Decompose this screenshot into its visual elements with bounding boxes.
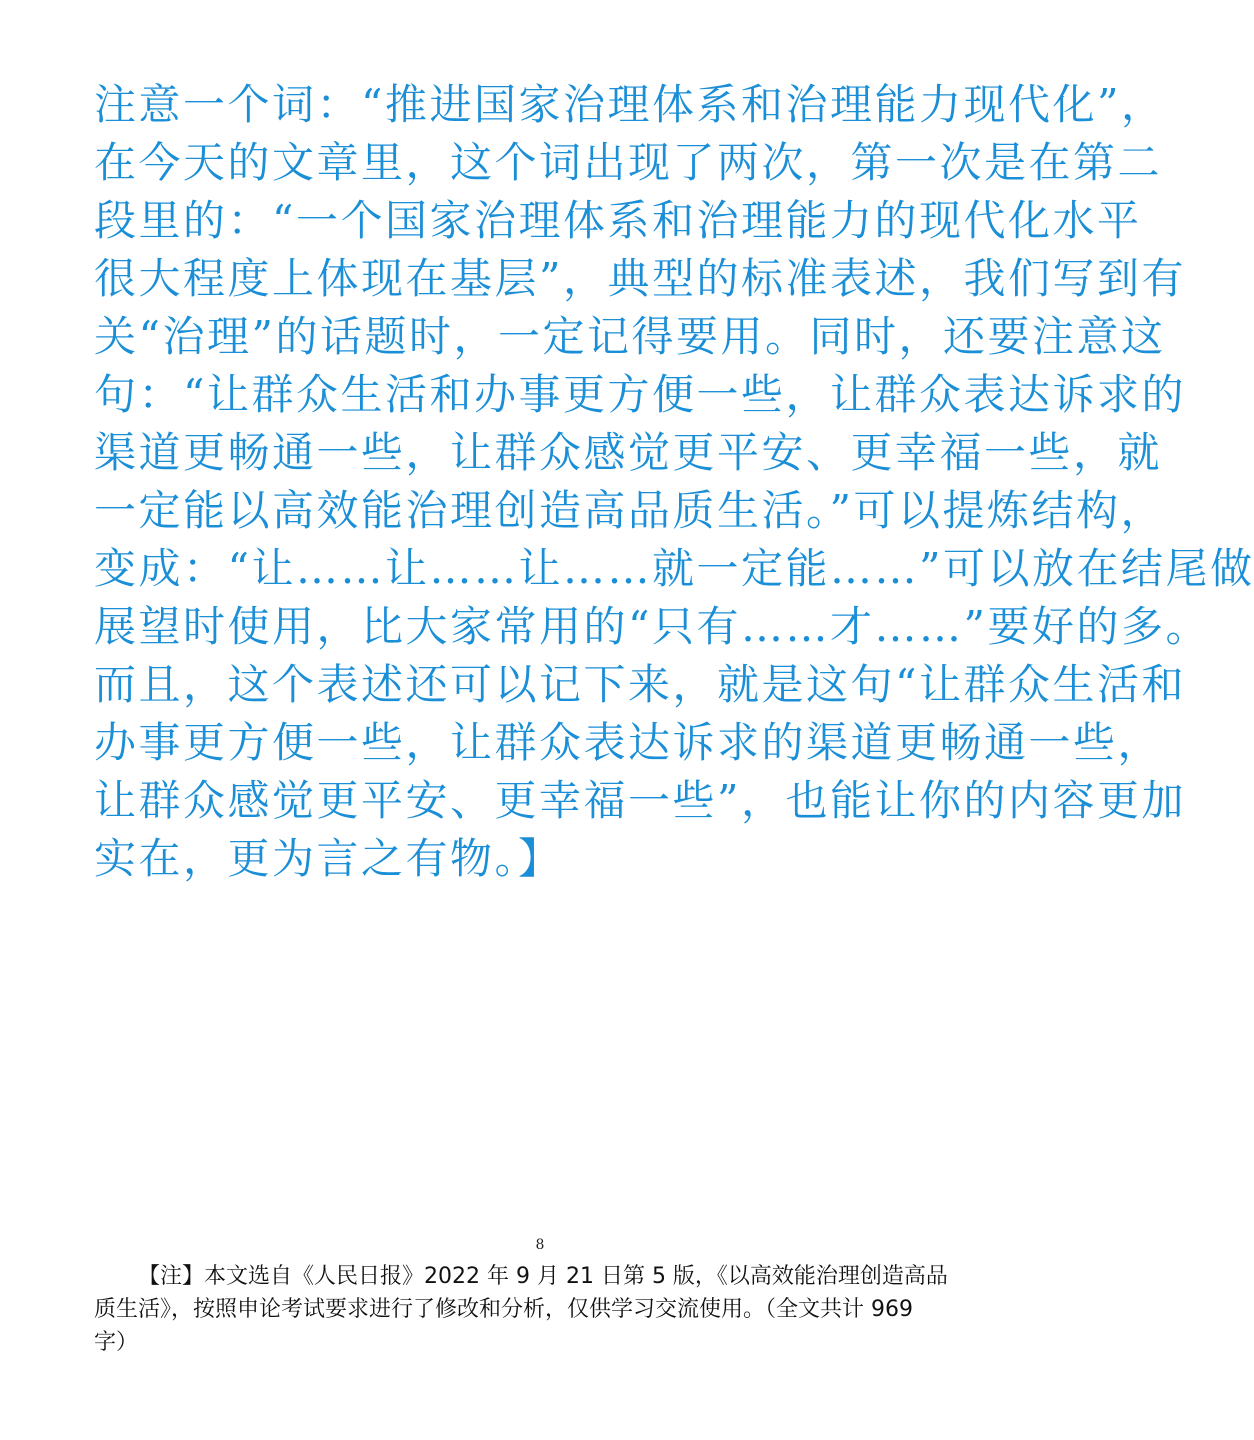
commentary-line: 关“治理”的话题时，一定记得要用。同时，还要注意这 xyxy=(94,312,1166,361)
commentary-line: 段里的：“一个国家治理体系和治理能力的现代化水平 xyxy=(94,196,1142,245)
commentary-paragraph xyxy=(94,76,1254,888)
commentary-line: 而且，这个表述还可以记下来，就是这句“让群众生活和 xyxy=(94,660,1186,709)
commentary-line: 注意一个词：“推进国家治理体系和治理能力现代化”， xyxy=(94,80,1166,129)
commentary-line: 展望时使用，比大家常用的“只有……才……”要好的多。 xyxy=(94,602,1210,651)
commentary-line: 在今天的文章里，这个词出现了两次，第一次是在第二 xyxy=(94,138,1163,187)
footnote-line: 【注】本文选自《人民日报》2022 年 9 月 21 日第 5 版，《以高效能治理创造高品 xyxy=(138,1264,948,1289)
source-footnote xyxy=(94,1260,994,1359)
footnote-line: 字） xyxy=(94,1330,139,1355)
footnote-line: 质生活》，按照申论考试要求进行了修改和分析，仅供学习交流使用。（全文共计 969 xyxy=(94,1297,913,1322)
commentary-line: 一定能以高效能治理创造高品质生活。”可以提炼结构， xyxy=(94,486,1165,535)
commentary-line: 很大程度上体现在基层”，典型的标准表述，我们写到有 xyxy=(94,254,1186,303)
commentary-line: 变成：“让……让……让……就一定能……”可以放在结尾做 xyxy=(94,544,1254,593)
commentary-line: 办事更方便一些，让群众表达诉求的渠道更畅通一些， xyxy=(94,718,1163,767)
commentary-line: 渠道更畅通一些，让群众感觉更平安、更幸福一些，就 xyxy=(94,428,1163,477)
commentary-line: 句：“让群众生活和办事更方便一些，让群众表达诉求的 xyxy=(94,370,1186,419)
commentary-line: 实在，更为言之有物。】 xyxy=(94,834,563,883)
page-number: 8 xyxy=(535,1237,545,1253)
commentary-line: 让群众感觉更平安、更幸福一些”，也能让你的内容更加 xyxy=(94,776,1186,825)
